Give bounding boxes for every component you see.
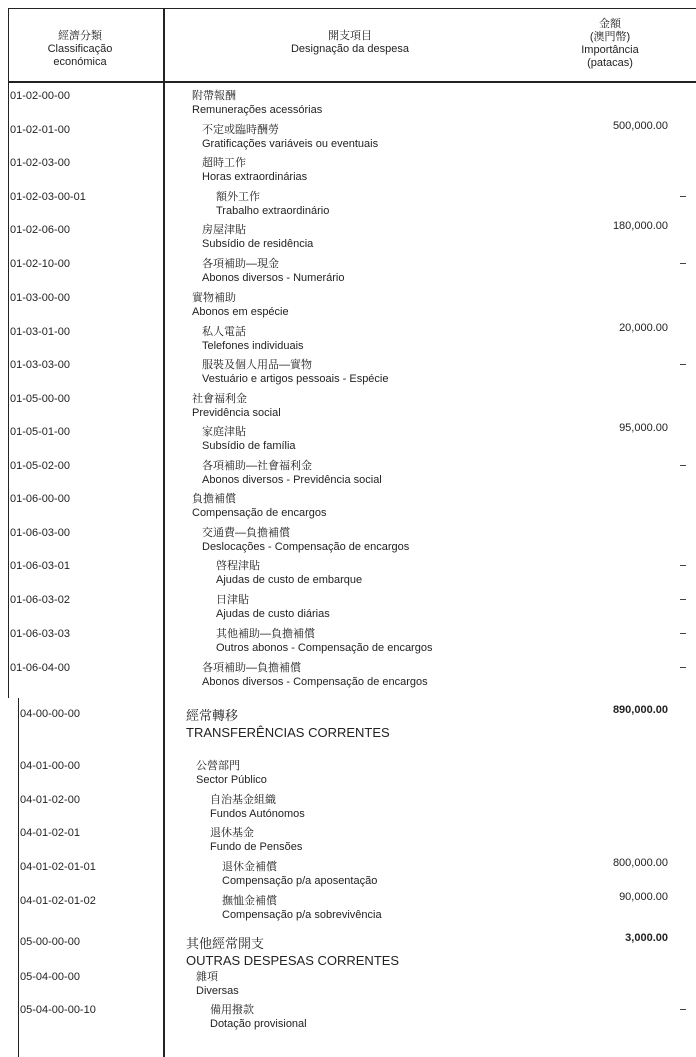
row-label-zh: 其他補助—負擔補償 bbox=[216, 628, 315, 640]
row-label-pt: Previdência social bbox=[192, 407, 281, 419]
row-label-zh: 各項補助—現金 bbox=[202, 258, 279, 270]
row-code: 01-06-03-01 bbox=[10, 560, 70, 572]
row-label-pt: Telefones individuais bbox=[202, 340, 304, 352]
row-code: 01-03-01-00 bbox=[10, 326, 70, 338]
row-label-pt: Compensação de encargos bbox=[192, 507, 327, 519]
row-code: 05-04-00-00-10 bbox=[20, 1004, 96, 1016]
row-label-pt: Vestuário e artigos pessoais - Espécie bbox=[202, 373, 389, 385]
row-amount: 20,000.00 bbox=[619, 322, 668, 334]
row-label-zh: 額外工作 bbox=[216, 191, 260, 203]
row-code: 01-03-00-00 bbox=[10, 292, 70, 304]
row-code: 01-02-01-00 bbox=[10, 124, 70, 136]
left-rule bbox=[8, 8, 9, 698]
row-label-zh: 自治基金組織 bbox=[210, 794, 276, 806]
row-label-pt: Compensação p/a sobrevivência bbox=[222, 909, 382, 921]
row-label-zh: 實物補助 bbox=[192, 292, 236, 304]
row-label-zh: 附帶報酬 bbox=[192, 90, 236, 102]
row-label-pt: Deslocações - Compensação de encargos bbox=[202, 541, 410, 553]
row-code: 04-01-02-01-01 bbox=[20, 861, 96, 873]
header-designation bbox=[250, 30, 450, 56]
row-code: 04-01-02-01-02 bbox=[20, 895, 96, 907]
row-code: 05-04-00-00 bbox=[20, 971, 80, 983]
row-label-zh: 私人電話 bbox=[202, 326, 246, 338]
row-code: 01-06-03-02 bbox=[10, 594, 70, 606]
row-code: 01-03-03-00 bbox=[10, 359, 70, 371]
row-label-zh: 雜項 bbox=[196, 971, 218, 983]
row-code: 01-02-03-00 bbox=[10, 157, 70, 169]
row-label-pt: Remunerações acessórias bbox=[192, 104, 323, 116]
row-code: 01-02-03-00-01 bbox=[10, 191, 86, 203]
row-label-zh: 交通費—負擔補償 bbox=[202, 527, 290, 539]
row-amount: 800,000.00 bbox=[612, 857, 668, 869]
row-code: 01-02-00-00 bbox=[10, 90, 70, 102]
row-label-pt: Gratificações variáveis ou eventuais bbox=[202, 138, 379, 150]
row-code: 01-06-03-00 bbox=[10, 527, 70, 539]
header-amount-pt: Importância bbox=[581, 44, 639, 56]
column-divider bbox=[163, 8, 165, 1057]
row-label-zh: 家庭津貼 bbox=[202, 426, 246, 438]
row-amount: 500,000.00 bbox=[612, 120, 668, 132]
row-code: 01-06-04-00 bbox=[10, 662, 70, 674]
row-amount: 890,000.00 bbox=[612, 704, 668, 716]
row-label-zh: 各項補助—社會福利金 bbox=[202, 460, 312, 472]
row-label-zh: 撫恤金補償 bbox=[222, 895, 277, 907]
row-code: 04-01-02-00 bbox=[20, 794, 80, 806]
header-classification bbox=[20, 30, 140, 69]
header-classification-pt-1: Classificação bbox=[47, 43, 113, 55]
row-label-pt: Subsídio de família bbox=[202, 440, 296, 452]
row-label-pt: Ajudas de custo diárias bbox=[216, 608, 330, 620]
row-label-zh: 服裝及個人用品—實物 bbox=[202, 359, 312, 371]
row-label-zh: 經常轉移 bbox=[186, 708, 239, 723]
row-label-pt: Abonos diversos - Previdência social bbox=[202, 474, 382, 486]
table-top-rule bbox=[8, 8, 696, 9]
header-bottom-rule bbox=[8, 81, 696, 83]
row-code: 01-02-06-00 bbox=[10, 224, 70, 236]
row-empty-amount-dash bbox=[680, 633, 686, 634]
row-label-zh: 日津貼 bbox=[216, 594, 249, 606]
row-empty-amount-dash bbox=[680, 667, 686, 668]
row-code: 01-02-10-00 bbox=[10, 258, 70, 270]
row-label-pt: Ajudas de custo de embarque bbox=[216, 574, 363, 586]
row-label-pt: TRANSFERÊNCIAS CORRENTES bbox=[186, 725, 390, 740]
row-label-pt: Trabalho extraordinário bbox=[216, 205, 330, 217]
header-amount-zh: 金額 bbox=[599, 18, 621, 30]
row-label-pt: Diversas bbox=[196, 985, 239, 997]
row-label-zh: 不定或臨時酬勞 bbox=[202, 124, 279, 136]
row-label-pt: Dotação provisional bbox=[210, 1018, 307, 1030]
row-amount: 180,000.00 bbox=[612, 220, 668, 232]
row-label-zh: 備用撥款 bbox=[210, 1004, 254, 1016]
row-code: 01-06-00-00 bbox=[10, 493, 70, 505]
row-code: 04-01-00-00 bbox=[20, 760, 80, 772]
row-label-zh: 公營部門 bbox=[196, 760, 240, 772]
row-label-pt: Fundo de Pensões bbox=[210, 841, 303, 853]
row-label-pt: Abonos diversos - Compensação de encargos bbox=[202, 676, 428, 688]
row-label-zh: 退休金補償 bbox=[222, 861, 277, 873]
row-empty-amount-dash bbox=[680, 565, 686, 566]
row-code: 04-01-02-01 bbox=[20, 827, 80, 839]
row-label-pt: Subsídio de residência bbox=[202, 238, 314, 250]
row-label-zh: 負擔補償 bbox=[192, 493, 236, 505]
row-code: 01-06-03-03 bbox=[10, 628, 70, 640]
row-label-pt: Compensação p/a aposentação bbox=[222, 875, 378, 887]
row-amount: 3,000.00 bbox=[625, 932, 668, 944]
header-amount-currency-zh: (澳門幣) bbox=[589, 31, 631, 43]
row-label-pt: Abonos diversos - Numerário bbox=[202, 272, 345, 284]
row-label-zh: 退休基金 bbox=[210, 827, 254, 839]
row-label-pt: Horas extraordinárias bbox=[202, 171, 308, 183]
row-label-zh: 啓程津貼 bbox=[216, 560, 260, 572]
row-empty-amount-dash bbox=[680, 1009, 686, 1010]
row-label-zh: 房屋津貼 bbox=[202, 224, 246, 236]
row-label-pt: OUTRAS DESPESAS CORRENTES bbox=[186, 953, 400, 968]
header-designation-pt: Designação da despesa bbox=[290, 43, 410, 55]
row-code: 01-05-01-00 bbox=[10, 426, 70, 438]
row-label-zh: 超時工作 bbox=[202, 157, 246, 169]
header-amount-currency-pt: (patacas) bbox=[587, 57, 633, 69]
row-empty-amount-dash bbox=[680, 599, 686, 600]
header-classification-pt-2: económica bbox=[53, 56, 107, 68]
row-label-pt: Outros abonos - Compensação de encargos bbox=[216, 642, 433, 654]
row-label-zh: 各項補助—負擔補償 bbox=[202, 662, 301, 674]
header-classification-zh: 經濟分類 bbox=[58, 30, 102, 42]
row-label-pt: Abonos em espécie bbox=[192, 306, 289, 318]
row-label-zh: 社會福利金 bbox=[192, 393, 247, 405]
row-label-pt: Fundos Autónomos bbox=[210, 808, 305, 820]
row-empty-amount-dash bbox=[680, 196, 686, 197]
row-label-pt: Sector Público bbox=[196, 774, 267, 786]
header-designation-zh: 開支項目 bbox=[328, 30, 372, 42]
row-amount: 90,000.00 bbox=[619, 891, 668, 903]
row-amount: 95,000.00 bbox=[619, 422, 668, 434]
row-empty-amount-dash bbox=[680, 364, 686, 365]
row-empty-amount-dash bbox=[680, 263, 686, 264]
header-amount bbox=[560, 18, 660, 70]
row-code: 05-00-00-00 bbox=[20, 936, 80, 948]
row-code: 01-05-02-00 bbox=[10, 460, 70, 472]
row-code: 01-05-00-00 bbox=[10, 393, 70, 405]
left-rule-lower bbox=[18, 698, 19, 1057]
row-empty-amount-dash bbox=[680, 465, 686, 466]
row-code: 04-00-00-00 bbox=[20, 708, 80, 720]
row-label-zh: 其他經常開支 bbox=[186, 936, 265, 951]
